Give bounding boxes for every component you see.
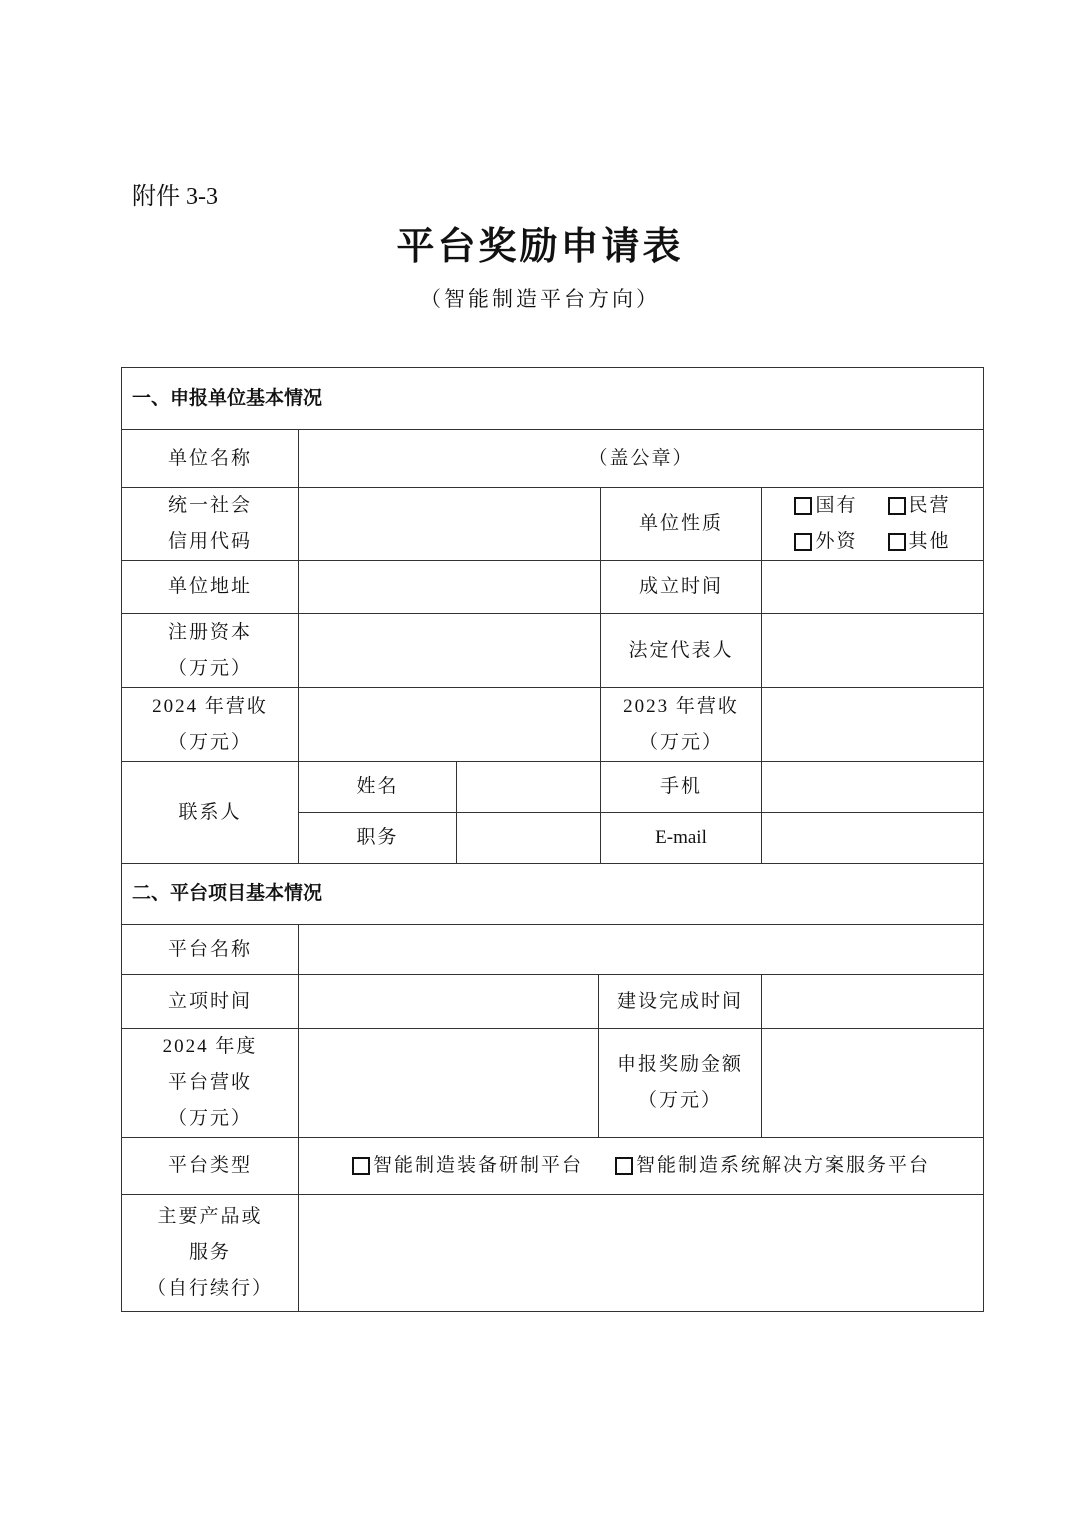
contact-position-label: 职务 <box>298 812 457 864</box>
revenue-2024-field[interactable] <box>298 687 601 762</box>
approval-time-label: 立项时间 <box>121 974 299 1029</box>
contact-name-label: 姓名 <box>298 761 457 813</box>
checkbox-state-owned[interactable] <box>794 488 857 524</box>
email-field[interactable] <box>761 812 984 864</box>
completion-time-label: 建设完成时间 <box>598 974 762 1029</box>
main-products-line1: 主要产品或 <box>157 1206 263 1227</box>
unit-name-field[interactable]: （盖公章） <box>298 429 984 488</box>
section1-heading: 一、申报单位基本情况 <box>121 367 984 430</box>
contact-position-field[interactable] <box>456 812 601 864</box>
unit-name-label: 单位名称 <box>121 429 299 488</box>
checkbox-icon <box>794 533 812 551</box>
platform-type-options <box>298 1137 984 1195</box>
option-label: 其他 <box>908 531 951 552</box>
email-label: E-mail <box>600 812 762 864</box>
platform-name-field[interactable] <box>298 924 984 975</box>
checkbox-equipment-platform[interactable] <box>352 1148 583 1184</box>
revenue-2024-line1: 2024 年营收 <box>152 695 268 717</box>
checkbox-icon <box>352 1157 370 1175</box>
mobile-field[interactable] <box>761 761 984 813</box>
award-amount-line1: 申报奖励金额 <box>616 1054 743 1075</box>
address-label: 单位地址 <box>121 560 299 614</box>
platform-revenue-line1: 2024 年度 <box>162 1036 258 1057</box>
revenue-2023-line2: （万元） <box>638 731 723 753</box>
revenue-2024-label <box>121 687 299 762</box>
checkbox-foreign[interactable] <box>794 524 857 560</box>
founded-label: 成立时间 <box>600 560 762 614</box>
reg-capital-line2: （万元） <box>167 657 252 679</box>
platform-type-label: 平台类型 <box>121 1137 299 1195</box>
main-products-field[interactable] <box>298 1194 984 1312</box>
unit-nature-label: 单位性质 <box>600 487 762 561</box>
legal-rep-field[interactable] <box>761 613 984 688</box>
checkbox-private[interactable] <box>888 488 951 524</box>
platform-revenue-field[interactable] <box>298 1028 599 1138</box>
unit-nature-options <box>761 487 984 561</box>
platform-revenue-line3: （万元） <box>167 1108 252 1129</box>
revenue-2024-line2: （万元） <box>167 731 252 753</box>
approval-time-field[interactable] <box>298 974 599 1029</box>
award-amount-label <box>598 1028 762 1138</box>
reg-capital-line1: 注册资本 <box>167 621 252 643</box>
award-amount-line2: （万元） <box>637 1090 722 1111</box>
option-label: 国有 <box>815 495 858 516</box>
option-label: 外资 <box>815 531 858 552</box>
revenue-2023-label <box>600 687 762 762</box>
mobile-label: 手机 <box>600 761 762 813</box>
completion-time-field[interactable] <box>761 974 984 1029</box>
contact-name-field[interactable] <box>456 761 601 813</box>
main-products-line2: 服务 <box>188 1242 231 1263</box>
checkbox-icon <box>615 1157 633 1175</box>
credit-code-label-line2: 信用代码 <box>167 531 252 552</box>
section2-heading: 二、平台项目基本情况 <box>121 863 984 925</box>
award-amount-field[interactable] <box>761 1028 984 1138</box>
reg-capital-label <box>121 613 299 688</box>
revenue-2023-line1: 2023 年营收 <box>623 695 739 717</box>
checkbox-icon <box>888 533 906 551</box>
checkbox-icon <box>888 497 906 515</box>
credit-code-field[interactable] <box>298 487 601 561</box>
address-field[interactable] <box>298 560 601 614</box>
credit-code-label-line1: 统一社会 <box>167 495 252 516</box>
attachment-label: 附件 3-3 <box>132 184 218 210</box>
platform-revenue-line2: 平台营收 <box>167 1072 252 1093</box>
legal-rep-label: 法定代表人 <box>600 613 762 688</box>
page-subtitle: （智能制造平台方向） <box>420 287 660 311</box>
contact-label: 联系人 <box>121 761 299 864</box>
platform-revenue-label <box>121 1028 299 1138</box>
checkbox-icon <box>794 497 812 515</box>
platform-name-label: 平台名称 <box>121 924 299 975</box>
main-products-label <box>121 1194 299 1312</box>
credit-code-label <box>121 487 299 561</box>
checkbox-other[interactable] <box>888 524 951 560</box>
page-title: 平台奖励申请表 <box>396 226 684 268</box>
reg-capital-field[interactable] <box>298 613 601 688</box>
founded-field[interactable] <box>761 560 984 614</box>
checkbox-solution-platform[interactable] <box>615 1148 930 1184</box>
option-label: 智能制造系统解决方案服务平台 <box>636 1155 931 1176</box>
option-label: 智能制造装备研制平台 <box>372 1155 583 1176</box>
main-products-line3: （自行续行） <box>146 1278 273 1299</box>
revenue-2023-field[interactable] <box>761 687 984 762</box>
option-label: 民营 <box>908 495 951 516</box>
